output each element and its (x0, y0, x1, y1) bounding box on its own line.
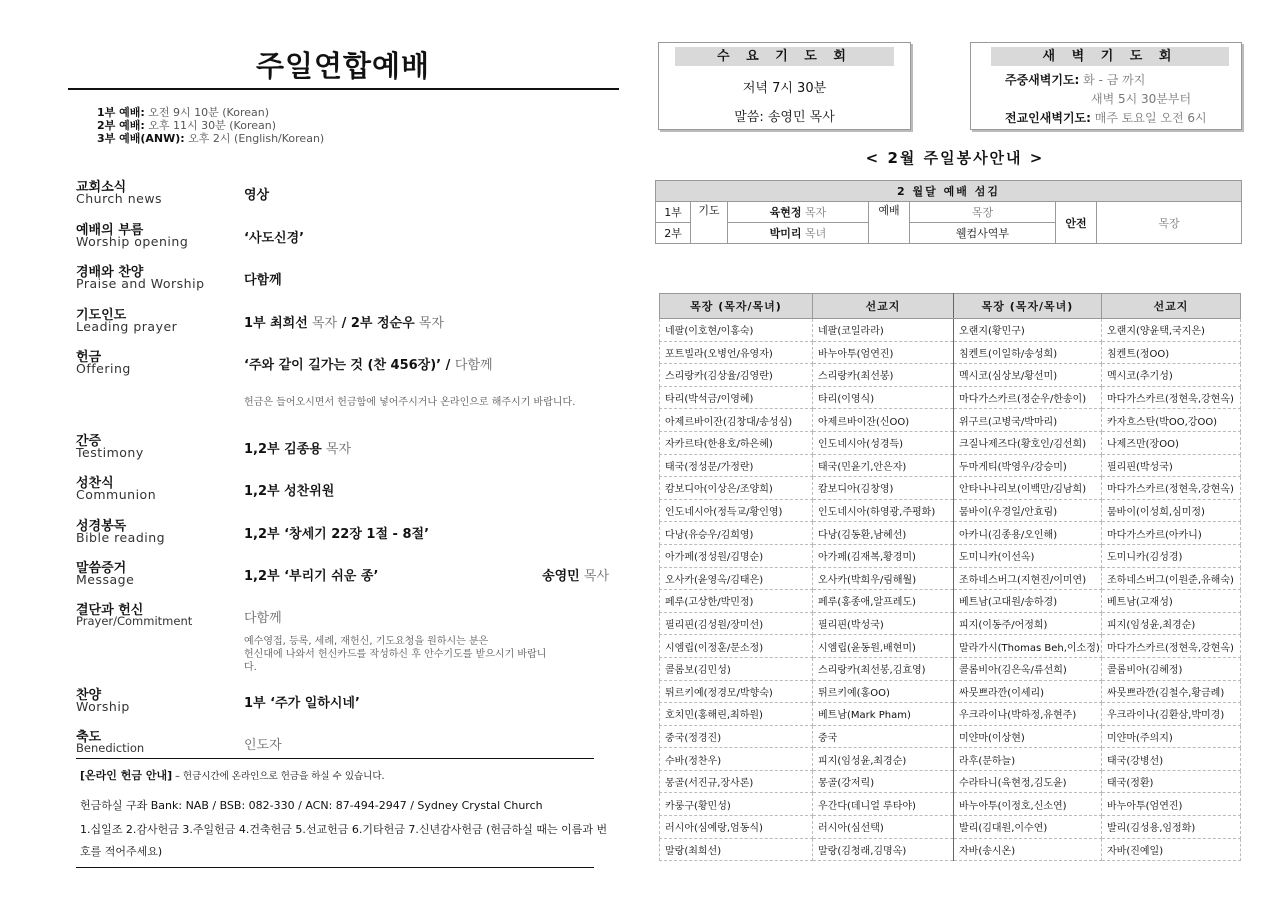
table-row (660, 770, 1241, 793)
table-cell: 침켄트(정OO) (1102, 341, 1241, 364)
service-time-3: 3부 예배(ANW): 오후 2시 (English/Korean) (97, 132, 325, 145)
table-row (660, 454, 1241, 477)
page-title: 주일연합예배 (255, 49, 431, 83)
table-row (660, 793, 1241, 816)
table-cell: 아제르바이잔(김창대/송성심) (660, 409, 813, 432)
table-cell: 베트남(고재성) (1102, 590, 1241, 613)
service-times (97, 106, 324, 145)
table-cell: 도미니카(이선옥) (954, 544, 1102, 567)
mission-cell-table: 목장 (목자/목녀) 선교지 목장 (목자/목녀) 선교지 네팔(이호현/이홍숙) 네팔(코일라라) 오랜지(황민구) 오랜지(양윤택,국지은) 포트빌라(오병언/유영자) 바누아투(엄연진) 침켄트(이일하/송성희) 침켄트(정OO) 스리랑카(김상율/김영란) 스리랑카(최선봉) 멕시코(심상보/황선미) 멕시코(추기성) 타리(박석금/이영혜) 타리(이영식) 마다가스카르(정순우/한송이) 마다가스카르(정현욱,강현옥) 아제르바이잔(김창대/송성심) 아제르바이잔(신OO) 위구르(고병국/박마리) 카자흐스탄(박OO,강OO) 자카르타(한용호/하은혜) 인도네시아(성경득) 크질나제즈다(황호인/김선희) 나제즈만(장OO) 태국(정성문/가정란) 태국(민윤기,안은자) 두마게티(박영우/강승미) 필리핀(박성국) 캄보디아(이상은/조양희) 캄보디아(김창영) 안타나나리보(이백만/김남희) 마다가스카르(정현욱,강현옥) 인도네시아(정득교/황인영) 인도네시아(하영광,주평화) 뭄바이(우경일/안효림) 뭄바이(이성희,심미정) 다낭(유승우/김희영) 다낭(김동환,남혜선) 아카니(김종용/오인해) 마다가스카르(아카니) 아가페(정성원/김명순) 아가페(김재복,황경미) 도미니카(이선옥) 도미니카(김성경) 오사카(윤영옥/김태은) 오사카(박희우/림해월) 조하네스버그(지현진/이미연) 조하네스버그(이원준,유해숙) 페루(고상한/박민정) 페루(홍종애,알프레도) 베트남(고대원/송하경) 베트남(고재성) 필리핀(김성원/장미선) 필리핀(박성국) 피지(이동주/어정희) 피지(임성윤,최경순) 시엠립(이정훈/문소정) 시엠립(윤동원,배현미) 말라가시(Thomas Beh,이소정) 마다가스카르(정현욱,강현옥) 콜롬보(김민성) 스리랑카(최선봉,김효영) 콜롬비아(김은옥/류선희) 콜롬비아(김혜정) 튀르키예(정경모/박향숙) 튀르키예(홍OO) 싸뭇쁘라깐(이세리) 싸뭇쁘라깐(김철수,황금례) 호치민(홍해린,최하원) 베트남(Mark Pham) 우크라이나(박하정,유현주) 우크라이나(김환삼,박미경) 중국(정경진) 중국 미얀마(이상현) 미얀마(주의지) 수바(정찬우) 피지(임성윤,최경순) 라후(문하늘) 태국(강병선) 몽골(서진규,장사론) 몽골(강저릭) 수라타니(육현정,김도윤) 태국(정환) 카룽구(황민성) 우간다(데니얼 루타야) 바누아투(이정호,신소연) 바누아투(엄연진) 러시아(심예랑,엄동식) 러시아(심선택) 발리(김대원,이수연) 발리(김성용,임정화) 말랑(최희선) 말랑(김청래,김명옥) 자바(송시온) 자바(진예일) (659, 293, 1241, 861)
title-divider (68, 88, 619, 90)
dawn-title: 새 벽 기 도 회 (991, 47, 1229, 66)
table-cell: 나제즈만(장OO) (1102, 431, 1241, 454)
table-cell: 호치민(홍해린,최하원) (660, 703, 813, 726)
table-cell: 우크라이나(김환삼,박미경) (1102, 703, 1241, 726)
table-cell: 인도네시아(하영광,주평화) (813, 499, 954, 522)
table-cell: 중국 (813, 725, 954, 748)
table-cell: 태국(정환) (1102, 770, 1241, 793)
table-cell: 오사카(박희우/림해월) (813, 567, 954, 590)
online-giving-box (76, 758, 608, 868)
table-row (660, 838, 1241, 861)
commitment-note: 예수영접, 등록, 세례, 재헌신, 기도요청을 원하시는 분은 헌신대에 나와서 헌신카드를 작성하신 후 안수기도를 받으시기 바랍니 다. (244, 636, 547, 673)
table-cell: 우간다(데니얼 루타야) (813, 793, 954, 816)
table-row (660, 567, 1241, 590)
table-cell: 두마게티(박영우/강승미) (954, 454, 1102, 477)
table-cell: 스리랑카(최선봉) (813, 364, 954, 387)
table-row (660, 431, 1241, 454)
wednesday-sermon: 말씀: 송영민 목사 (734, 110, 835, 125)
table-cell: 말라가시(Thomas Beh,이소정) (954, 635, 1102, 658)
dawn-weekday: 주중새벽기도: 화 - 금 까지 (1005, 73, 1146, 87)
table-cell: 피지(임성윤,최경순) (1102, 612, 1241, 635)
table-row (660, 725, 1241, 748)
table-cell: 중국(정경진) (660, 725, 813, 748)
table-row (660, 703, 1241, 726)
table-cell: 말랑(김청래,김명옥) (813, 838, 954, 861)
table-row (660, 612, 1241, 635)
table-cell: 조하네스버그(이원준,유해숙) (1102, 567, 1241, 590)
table-cell: 라후(문하늘) (954, 748, 1102, 771)
offering-note: 헌금은 들어오시면서 헌금함에 넣어주시거나 온라인으로 해주시기 바랍니다. (244, 397, 576, 408)
table-cell: 튀르키예(정경모/박향숙) (660, 680, 813, 703)
table-cell: 캄보디아(김창영) (813, 477, 954, 500)
table-cell: 카자흐스탄(박OO,강OO) (1102, 409, 1241, 432)
table-cell: 크질나제즈다(황호인/김선희) (954, 431, 1102, 454)
table-cell: 태국(정성문/가정란) (660, 454, 813, 477)
table-cell: 캄보디아(이상은/조양희) (660, 477, 813, 500)
table-cell: 콜롬비아(김혜정) (1102, 657, 1241, 680)
table-row (660, 816, 1241, 839)
wednesday-time: 저녁 7시 30분 (742, 81, 827, 96)
giving-bank-info: 헌금하실 구좌 Bank: NAB / BSB: 082-330 / ACN: 87-494-2947 / Sydney Crystal Church (80, 799, 543, 812)
table-cell: 피지(임성윤,최경순) (813, 748, 954, 771)
table-cell: 페루(홍종애,알프레도) (813, 590, 954, 613)
table-cell: 수바(정찬우) (660, 748, 813, 771)
table-row (660, 544, 1241, 567)
service-duty-table: 2 월달 예배 섬김 1부 기도 육현정 목자 예배 목장 안전 목장 2부 박미리 목녀 웰컴사역부 (655, 180, 1242, 244)
table-row (660, 748, 1241, 771)
table-cell: 침켄트(이일하/송성희) (954, 341, 1102, 364)
table-cell: 위구르(고병국/박마리) (954, 409, 1102, 432)
table-cell: 아가페(정성원/김명순) (660, 544, 813, 567)
table-cell: 도미니카(김성경) (1102, 544, 1241, 567)
table-cell: 오랜지(양윤택,국지은) (1102, 319, 1241, 342)
table-row (660, 341, 1241, 364)
table-row (660, 657, 1241, 680)
table-cell: 말랑(최희선) (660, 838, 813, 861)
giving-header: [온라인 헌금 안내] – 헌금시간에 온라인으로 헌금을 하실 수 있습니다. (80, 769, 385, 782)
table-cell: 바누아투(이정호,신소연) (954, 793, 1102, 816)
table-cell: 콜롬비아(김은옥/류선희) (954, 657, 1102, 680)
table-cell: 아제르바이잔(신OO) (813, 409, 954, 432)
table-cell: 바누아투(엄연진) (1102, 793, 1241, 816)
table-cell: 발리(김성용,임정화) (1102, 816, 1241, 839)
table-cell: 자카르타(한용호/하은혜) (660, 431, 813, 454)
table-cell: 마다가스카르(정순우/한송이) (954, 386, 1102, 409)
table-cell: 우크라이나(박하정,유현주) (954, 703, 1102, 726)
table-cell: 바누아투(엄연진) (813, 341, 954, 364)
table-cell: 다낭(김동환,남혜선) (813, 522, 954, 545)
table-cell: 카룽구(황민성) (660, 793, 813, 816)
dawn-prayer-box (970, 42, 1242, 130)
table-row (660, 590, 1241, 613)
table-cell: 시엠립(이정훈/문소정) (660, 635, 813, 658)
table-cell: 네팔(코일라라) (813, 319, 954, 342)
service-time-2: 2부 예배: 오후 11시 30분 (Korean) (97, 119, 276, 132)
table-cell: 싸뭇쁘라깐(이세리) (954, 680, 1102, 703)
table-cell: 다낭(유승우/김희영) (660, 522, 813, 545)
table-cell: 마다가스카르(정현욱,강현옥) (1102, 635, 1241, 658)
service-time-1: 1부 예배: 오전 9시 10분 (Korean) (97, 106, 269, 119)
table-row (660, 635, 1241, 658)
table-cell: 미얀마(이상현) (954, 725, 1102, 748)
table-cell: 뭄바이(우경일/안효림) (954, 499, 1102, 522)
table-cell: 튀르키예(홍OO) (813, 680, 954, 703)
table-cell: 태국(강병선) (1102, 748, 1241, 771)
table-cell: 오랜지(황민구) (954, 319, 1102, 342)
table-cell: 뭄바이(이성희,심미정) (1102, 499, 1241, 522)
giving-types: 1.십일조 2.감사헌금 3.주일헌금 4.건축헌금 5.선교헌금 6.기타헌금 7.신년감사헌금 (헌금하실 때는 이름과 번 (80, 823, 608, 836)
table-cell: 멕시코(추기성) (1102, 364, 1241, 387)
table-cell: 네팔(이호현/이홍숙) (660, 319, 813, 342)
table-cell: 마다가스카르(아카니) (1102, 522, 1241, 545)
table-cell: 스리랑카(최선봉,김효영) (813, 657, 954, 680)
table-cell: 아가페(김재복,황경미) (813, 544, 954, 567)
table-cell: 마다가스카르(정현욱,강현옥) (1102, 477, 1241, 500)
wednesday-prayer-box (658, 42, 911, 130)
table-row (660, 386, 1241, 409)
table-row (660, 522, 1241, 545)
table-cell: 마다가스카르(정현욱,강현옥) (1102, 386, 1241, 409)
table-row (660, 319, 1241, 342)
table-cell: 피지(이동주/어정희) (954, 612, 1102, 635)
table-cell: 스리랑카(김상율/김영란) (660, 364, 813, 387)
table-cell: 아카니(김종용/오인해) (954, 522, 1102, 545)
table-cell: 필리핀(박성국) (1102, 454, 1241, 477)
table-row (660, 499, 1241, 522)
table-cell: 자바(송시온) (954, 838, 1102, 861)
table-cell: 러시아(심예랑,엄동식) (660, 816, 813, 839)
table-cell: 콜롬보(김민성) (660, 657, 813, 680)
dawn-weekday-time: 새벽 5시 30분부터 (1091, 92, 1192, 106)
table-cell: 오사카(윤영옥/김태은) (660, 567, 813, 590)
table-cell: 인도네시아(성경득) (813, 431, 954, 454)
table-cell: 발리(김대원,이수연) (954, 816, 1102, 839)
table-cell: 시엠립(윤동원,배현미) (813, 635, 954, 658)
table-cell: 조하네스버그(지현진/이미연) (954, 567, 1102, 590)
table-cell: 타리(박석금/이영혜) (660, 386, 813, 409)
wednesday-title: 수 요 기 도 회 (675, 47, 894, 66)
table-cell: 페루(고상한/박민정) (660, 590, 813, 613)
sunday-service-title: < 2월 주일봉사안내 > (865, 149, 1045, 167)
table-cell: 미얀마(주의지) (1102, 725, 1241, 748)
duty-table-title: 2 월달 예배 섬김 (656, 181, 1242, 202)
table-cell: 필리핀(박성국) (813, 612, 954, 635)
giving-types-cont: 호를 적어주세요) (80, 845, 163, 858)
table-cell: 베트남(Mark Pham) (813, 703, 954, 726)
table-cell: 멕시코(심상보/황선미) (954, 364, 1102, 387)
dawn-saturday: 전교인새벽기도: 매주 토요일 오전 6시 (1005, 111, 1207, 125)
table-cell: 수라타니(육현정,김도윤) (954, 770, 1102, 793)
table-cell: 몽골(서진규,장사론) (660, 770, 813, 793)
table-row (660, 477, 1241, 500)
table-row (660, 680, 1241, 703)
table-cell: 포트빌라(오병언/유영자) (660, 341, 813, 364)
table-cell: 인도네시아(정득교/황인영) (660, 499, 813, 522)
table-row (660, 409, 1241, 432)
table-cell: 싸뭇쁘라깐(김철수,황금례) (1102, 680, 1241, 703)
table-cell: 몽골(강저릭) (813, 770, 954, 793)
table-row (660, 364, 1241, 387)
table-cell: 태국(민윤기,안은자) (813, 454, 954, 477)
table-cell: 베트남(고대원/송하경) (954, 590, 1102, 613)
table-cell: 안타나나리보(이백만/김남희) (954, 477, 1102, 500)
table-cell: 자바(진예일) (1102, 838, 1241, 861)
table-cell: 필리핀(김성원/장미선) (660, 612, 813, 635)
table-cell: 러시아(심선택) (813, 816, 954, 839)
table-cell: 타리(이영식) (813, 386, 954, 409)
